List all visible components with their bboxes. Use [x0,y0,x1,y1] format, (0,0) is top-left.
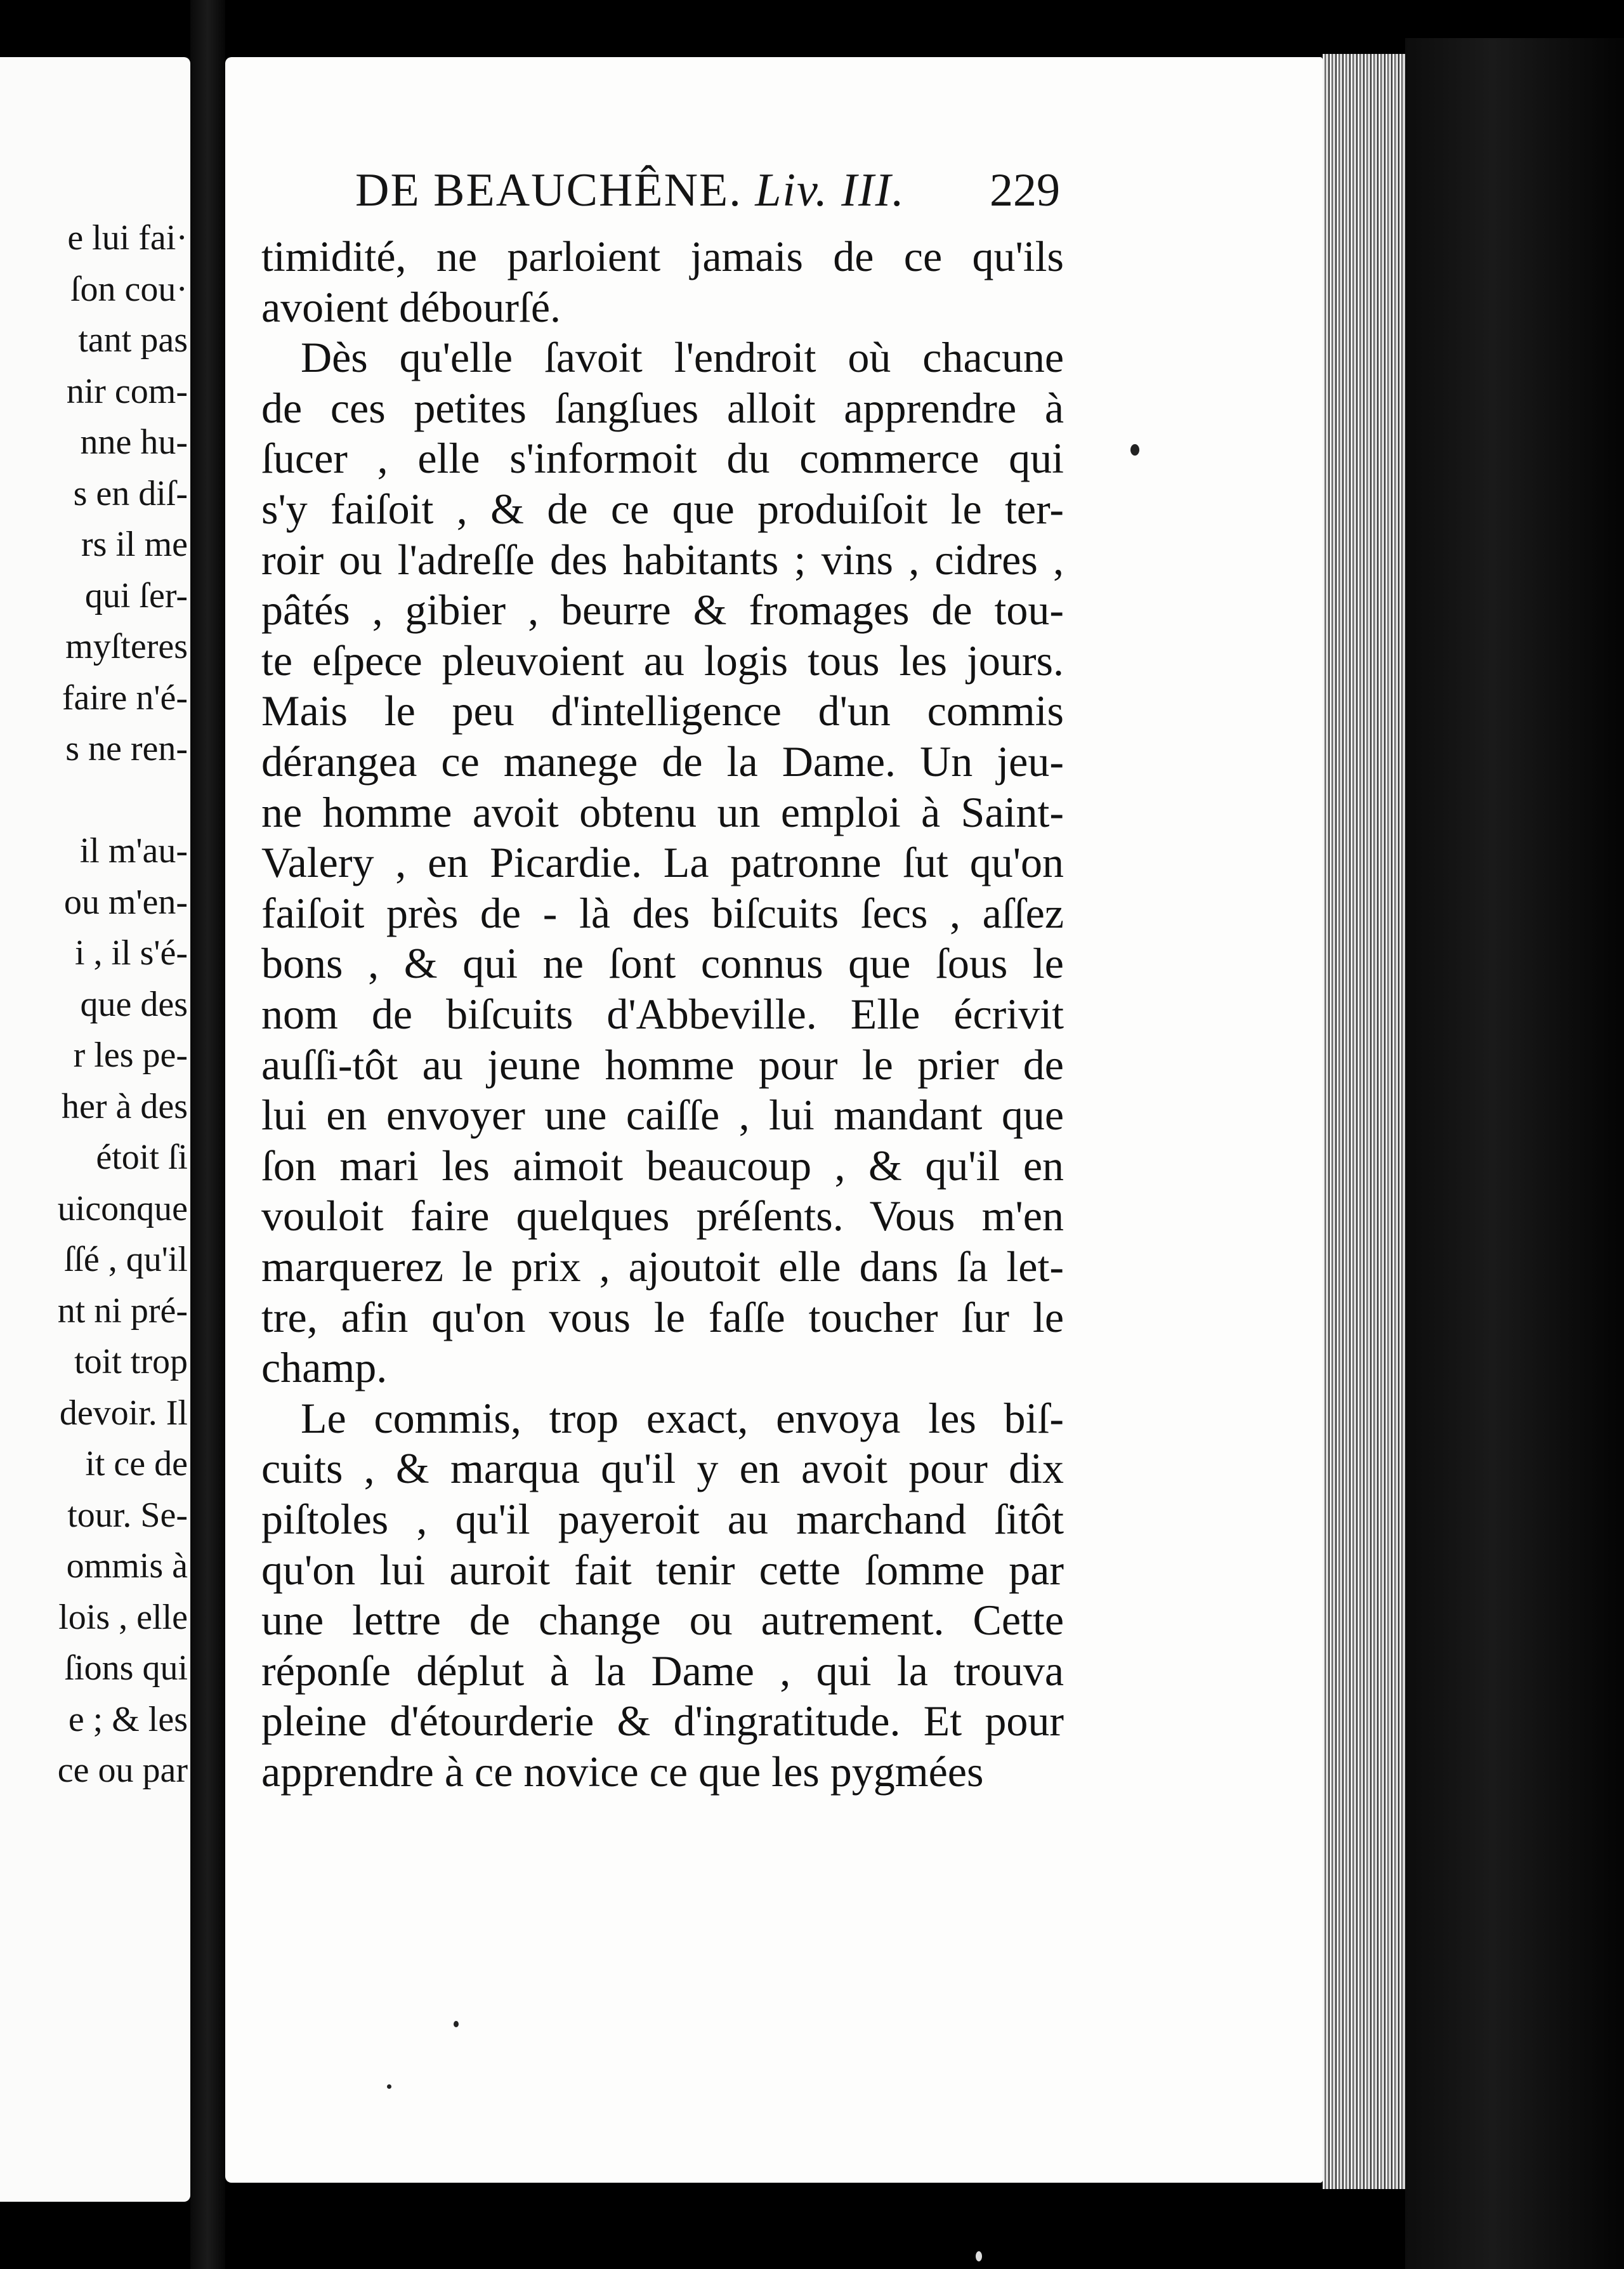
left-page-line: s ne ren- [65,729,188,768]
text-line: roir ou l'adreſſe des habitants ; vins , cidres , [261,535,1064,584]
text-line: lui en envoyer une caiſſe , lui mandant que [261,1091,1064,1140]
left-page-line: s en diſ- [73,473,188,513]
text-line: pleine d'étourderie & d'ingratitude. Et pour [261,1697,1064,1746]
text-line: s'y faiſoit , & de ce que produiſoit le ter- [261,485,1064,533]
ink-speck [976,2251,982,2261]
left-page-line: toit trop [74,1342,188,1381]
ink-speck [454,2021,459,2027]
text-line: Le commis, trop exact, envoya les biſ- [301,1393,1064,1442]
text-line: marquerez le prix , ajoutoit elle dans ſa let- [261,1242,1064,1291]
left-page-line: tant pas [78,320,188,360]
text-line: avoient débourſé. [261,282,561,331]
text-line: pâtés , gibier , beurre & fromages de tou- [261,586,1064,635]
left-page-line: myſteres [65,627,188,666]
left-page-line: rs il me [81,525,188,564]
text-line: te eſpece pleuvoient au logis tous les jours. [261,636,1064,685]
text-line: piſtoles , qu'il payeroit au marchand ſitôt [261,1495,1064,1543]
left-page-line: ou m'en- [63,882,188,922]
book-gutter [190,0,225,2269]
text-line: auſſi-tôt au jeune homme pour le prier de [261,1040,1064,1089]
ink-speck [387,2084,391,2089]
text-line: timidité, ne parloient jamais de ce qu'ils [261,232,1064,280]
left-page-line: e lui fai· [67,218,188,258]
left-page-line: qui ſer- [84,575,188,615]
page-number: 229 [990,164,1060,216]
text-line: champ. [261,1343,388,1392]
left-page-line: it ce de [85,1444,188,1483]
text-line: de ces petites ſangſues alloit apprendre à [261,383,1064,432]
left-page-line: ſon cou· [70,269,188,309]
left-page-line: lois , elle [58,1597,188,1637]
text-line: qu'on lui auroit fait tenir cette ſomme par [261,1545,1064,1594]
text-line: dérangea ce manege de la Dame. Un jeu- [261,737,1064,786]
book-cover-edge [1405,38,1624,2269]
running-head-book: Liv. III. [755,164,905,216]
text-line: ſucer , elle s'informoit du commerce qui [261,434,1064,483]
left-page-line: il m'au- [79,831,188,871]
text-line: apprendre à ce novice ce que les pygmées [261,1747,984,1796]
left-page-line: faire n'é- [62,678,188,718]
text-line: faiſoit près de - là des biſcuits ſecs , aſſez [261,888,1064,937]
left-page-line: ſſé , qu'il [63,1240,188,1279]
text-line: nom de biſcuits d'Abbeville. Elle écrivit [261,990,1064,1038]
text-line: vouloit faire quelques préſents. Vous m'en [261,1192,1064,1240]
text-line: ſon mari les aimoit beaucoup , & qu'il en [261,1141,1064,1190]
left-page-line: nt ni pré- [57,1291,188,1331]
text-line: réponſe déplut à la Dame , qui la trouva [261,1646,1064,1695]
left-page-line: e ; & les [68,1699,188,1739]
left-page-line: i , il s'é- [74,933,188,973]
left-page-line: nir com- [66,371,188,411]
text-line: une lettre de change ou autrement. Cette [261,1596,1064,1645]
left-page-line: étoit ſi [96,1138,188,1177]
text-line: Dès qu'elle ſavoit l'endroit où chacune [301,333,1064,382]
text-line: Mais le peu d'intelligence d'un commis [261,687,1064,735]
left-page-line: ſions qui [64,1648,188,1688]
left-page-line: r les pe- [73,1036,188,1075]
ink-speck [1130,444,1139,456]
left-page-line: que des [80,984,188,1024]
text-line: ne homme avoit obtenu un emploi à Saint- [261,787,1064,836]
text-line: cuits , & marqua qu'il y en avoit pour dix [261,1444,1064,1493]
left-page-line: tour. Se- [67,1495,188,1535]
left-page-line: devoir. Il [59,1393,188,1433]
left-page-line: uiconque [57,1188,188,1228]
left-page-line: ommis à [66,1546,188,1586]
left-page-line: nne hu- [80,423,188,462]
page-edges [1323,54,1405,2189]
left-page-line: her à des [61,1086,188,1126]
running-head-title: DE BEAUCHÊNE. [355,164,742,216]
text-line: Valery , en Picardie. La patronne ſut qu'on [261,838,1064,887]
text-line: tre, afin qu'on vous le faſſe toucher ſur le [261,1292,1064,1341]
left-page-line: ce ou par [57,1751,188,1790]
left-page [0,57,190,2202]
text-line: bons , & qui ne ſont connus que ſous le [261,939,1064,988]
